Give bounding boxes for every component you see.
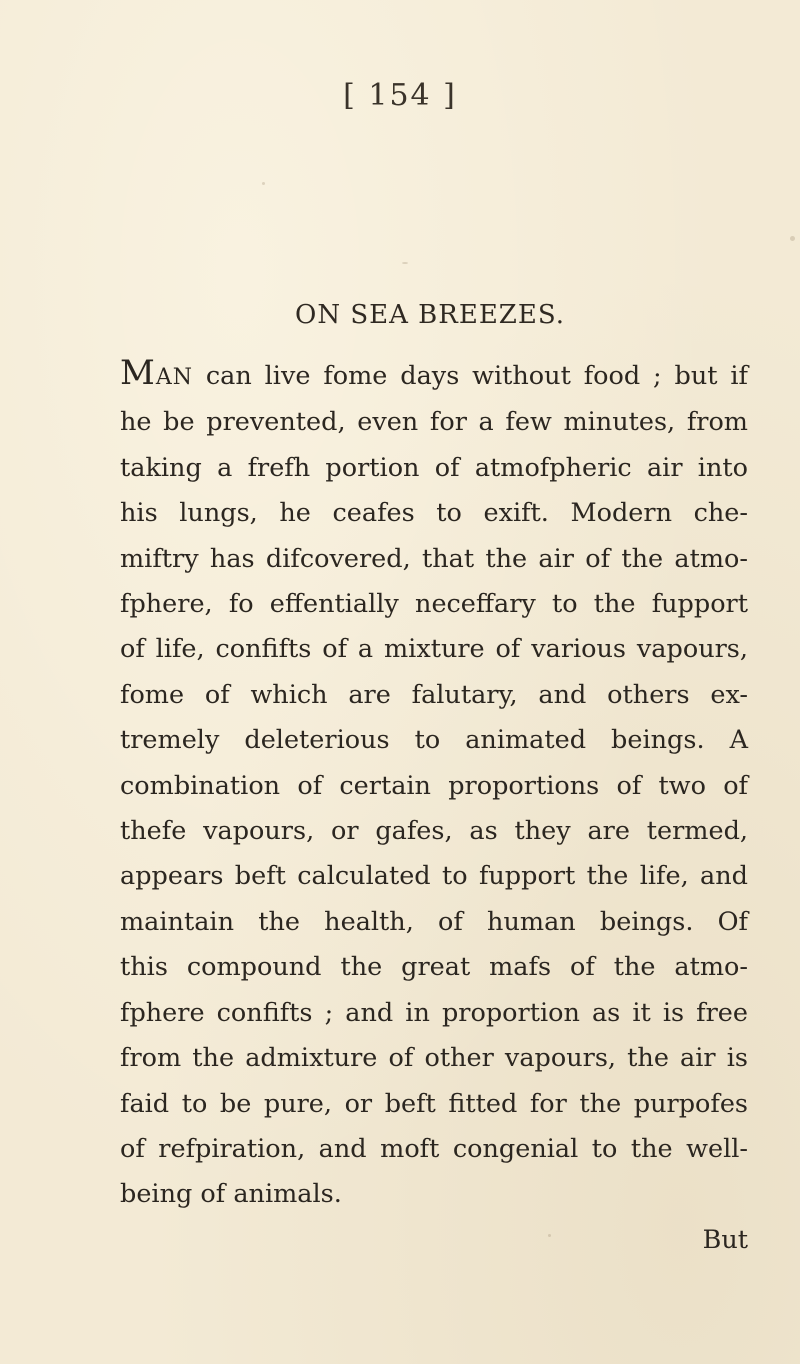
text-line: combination of certain proportions of two of bbox=[120, 770, 748, 801]
chapter-title: ON SEA BREEZES. bbox=[295, 300, 565, 330]
text-line: thefe vapours, or gafes, as they are termed, bbox=[120, 816, 748, 847]
text-line: from the admixture of other vapours, the air is bbox=[120, 1043, 748, 1074]
body-text bbox=[120, 351, 748, 1263]
text-line: fphere, fo effentially neceffary to the fupport bbox=[120, 589, 748, 620]
text-line: maintain the health, of human beings. Of bbox=[120, 906, 748, 937]
opening-initial: M bbox=[120, 353, 156, 393]
text-line: of refpiration, and moft congenial to the well- bbox=[120, 1133, 748, 1164]
paper-speck bbox=[548, 1234, 551, 1237]
text-line: of life, confifts of a mixture of various vapours, bbox=[120, 634, 748, 665]
paper-speck bbox=[262, 182, 265, 185]
opening-word bbox=[120, 353, 193, 393]
text-line: being of animals. bbox=[120, 1179, 342, 1210]
paper-speck bbox=[790, 236, 795, 241]
text-line: his lungs, he ceafes to exift. Modern che- bbox=[120, 498, 748, 529]
text-line: tremely deleterious to animated beings. A bbox=[120, 725, 748, 756]
page-number: [ 154 ] bbox=[343, 78, 457, 113]
catchword: But bbox=[702, 1224, 748, 1255]
text-line: taking a frefh portion of atmofpheric air into bbox=[120, 452, 748, 483]
text-line: faid to be pure, or beft fitted for the purpofes bbox=[120, 1088, 748, 1119]
text-line: fome of which are falutary, and others ex- bbox=[120, 679, 748, 710]
text-line: appears beft calculated to fupport the life, and bbox=[120, 861, 748, 892]
text-line: MAN can live fome days without food ; but if bbox=[120, 353, 748, 393]
text-line: fphere confifts ; and in proportion as it is free bbox=[120, 997, 748, 1028]
text-line: miftry has difcovered, that the air of the atmo- bbox=[120, 543, 748, 574]
paper-speck bbox=[402, 262, 408, 264]
text-line: he be prevented, even for a few minutes, from bbox=[120, 407, 748, 438]
opening-small-caps: AN bbox=[155, 365, 193, 390]
text-line: this compound the great mafs of the atmo- bbox=[120, 952, 748, 983]
